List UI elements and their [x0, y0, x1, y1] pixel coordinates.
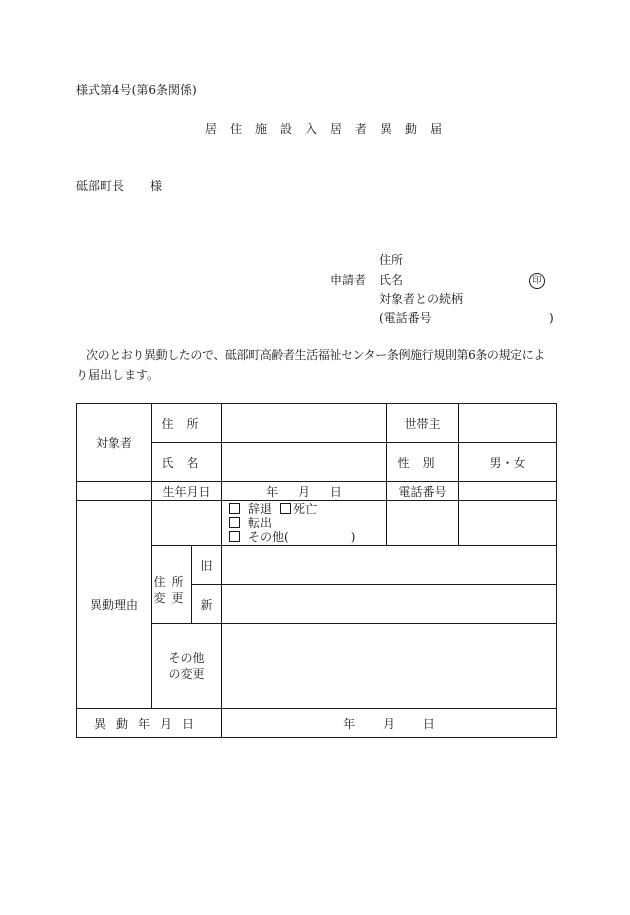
addressee-honorific: 様 [150, 179, 163, 193]
body-text-line-2: り届出します。 [76, 368, 160, 382]
applicant-label: 申請者 [330, 273, 367, 287]
subject-label: 対象者 [77, 404, 152, 482]
applicant-address-label: 住所 [379, 253, 404, 267]
dob-month: 月 [298, 484, 311, 499]
move-date-year: 年 [343, 716, 356, 731]
death-checkbox[interactable] [280, 503, 291, 514]
reason-label: 異動理由 [77, 501, 152, 709]
subject-phone-field[interactable] [459, 482, 557, 501]
reason-checklist [222, 501, 387, 546]
move-date-day: 日 [422, 716, 435, 731]
dob-day: 日 [329, 484, 342, 499]
household-head-label: 世帯主 [387, 404, 459, 443]
move-date-month: 月 [383, 716, 396, 731]
seal-mark: 印 [529, 273, 545, 289]
other-change-field[interactable] [222, 624, 557, 709]
new-address-field[interactable] [222, 585, 557, 624]
applicant-phone-label: (電話番号 [379, 311, 432, 325]
other-change-label: その他 の変更 [152, 624, 222, 709]
old-address-field[interactable] [222, 546, 557, 585]
addressee-name: 砥部町長 [76, 179, 125, 193]
withdraw-label: 辞退 [248, 502, 273, 516]
address-change-label: 住所 変更 [152, 546, 192, 624]
dob-year: 年 [266, 484, 279, 499]
form-title: 居住施設入居者異動届 [205, 122, 456, 136]
reason-extra-cell-2[interactable] [459, 501, 557, 546]
subject-name-field[interactable] [222, 443, 387, 482]
reason-extra-cell-1[interactable] [387, 501, 459, 546]
death-label: 死亡 [293, 502, 318, 516]
body-text-line-1: 次のとおり異動したので、砥部町高齢者生活福祉センター条例施行規則第6条の規定によ [86, 348, 545, 362]
subject-address-field[interactable] [222, 404, 387, 443]
subject-phone-label: 電話番号 [387, 482, 459, 501]
other-checkbox[interactable] [229, 531, 240, 542]
other-label: その他( [248, 530, 289, 544]
move-date-label: 異動年月日 [77, 709, 222, 738]
dob-label: 生年月日 [152, 482, 222, 501]
new-address-label: 新 [192, 585, 222, 624]
subject-name-label: 氏名 [152, 443, 222, 482]
moveout-label: 転出 [248, 516, 273, 530]
form-number: 様式第4号(第6条関係) [76, 83, 197, 97]
change-notification-table [76, 403, 557, 738]
applicant-name-label: 氏名 [379, 273, 404, 287]
moveout-checkbox[interactable] [229, 517, 240, 528]
other-close-paren: ) [350, 530, 356, 544]
applicant-relation-label: 対象者との続柄 [379, 292, 464, 306]
applicant-phone-close: ) [549, 311, 554, 325]
gender-value[interactable]: 男・女 [459, 443, 557, 482]
dob-field[interactable] [222, 482, 387, 501]
subject-address-label: 住所 [152, 404, 222, 443]
withdraw-checkbox[interactable] [229, 503, 240, 514]
gender-label: 性別 [387, 443, 459, 482]
move-date-field[interactable] [222, 709, 557, 738]
old-address-label: 旧 [192, 546, 222, 585]
household-head-field[interactable] [459, 404, 557, 443]
